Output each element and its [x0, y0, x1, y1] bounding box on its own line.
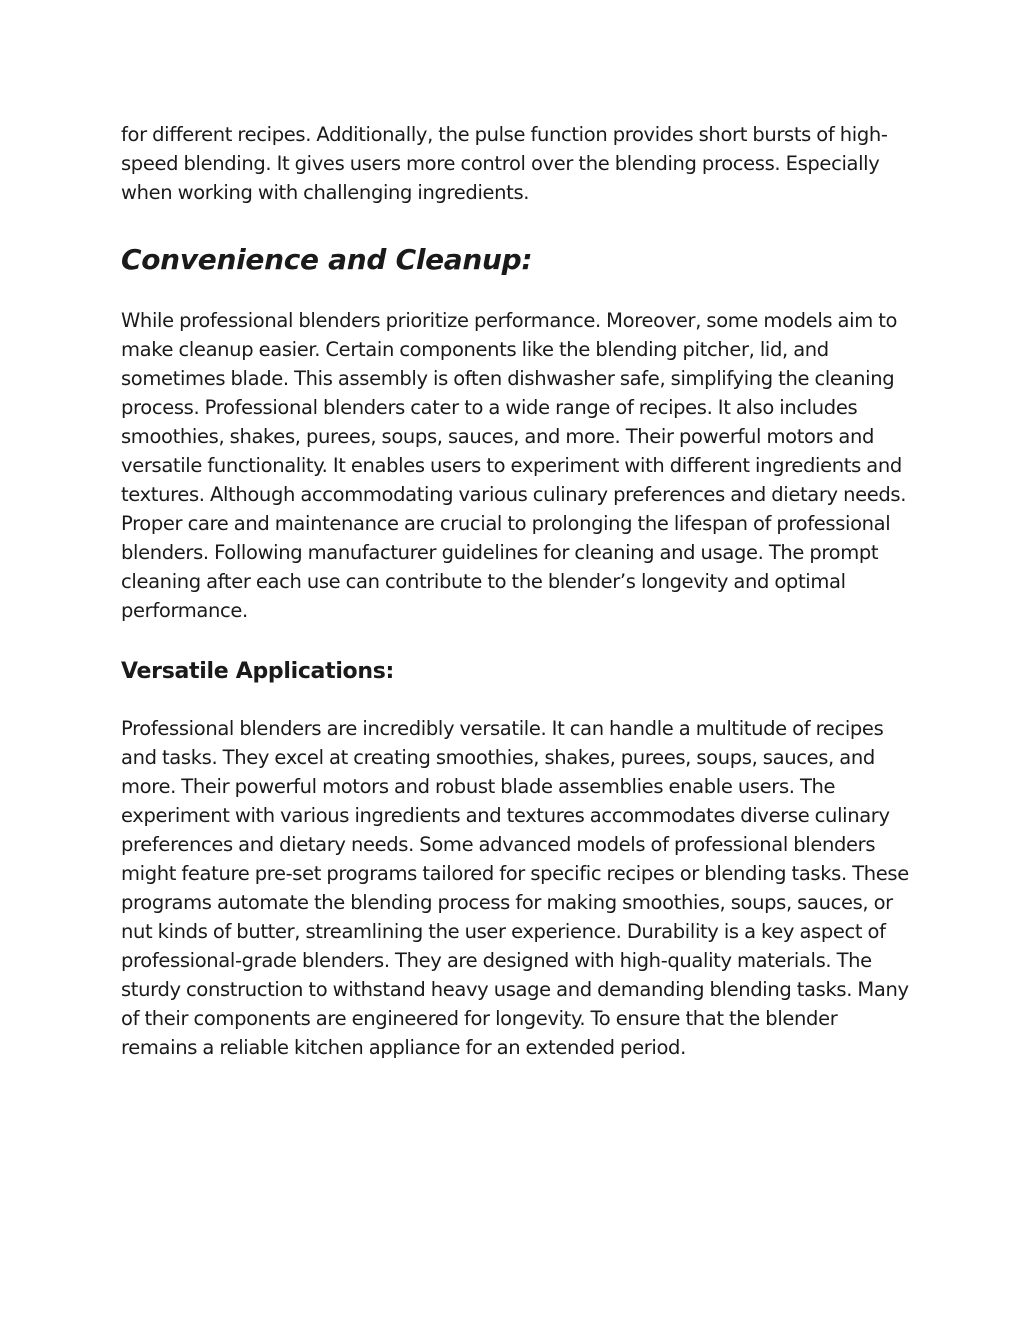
versatile-heading: Versatile Applications:: [121, 659, 395, 684]
document-page: [121, 120, 911, 1062]
intro-paragraph: for different recipes. Additionally, the pulse function provides short bursts of high-speed blending. It gives users more control over the blending process. Especially when working with challenging ingredients.: [121, 123, 888, 204]
versatile-paragraph: Professional blenders are incredibly versatile. It can handle a multitude of recipes and tasks. They excel at creating smoothies, shakes, purees, soups, sauces, and more. Their powerful motors and robust blade assemblies enable users. The experiment with various ingredients and textures accommodates diverse culinary preferences and dietary needs. Some advanced models of professional blenders might feature pre-set programs tailored for specific recipes or blending tasks. These programs automate the blending process for making smoothies, soups, sauces, or nut kinds of butter, streamlining the user experience. Durability is a key aspect of professional-grade blenders. They are designed with high-quality materials. The sturdy construction to withstand heavy usage and demanding blending tasks. Many of their components are engineered for longevity. To ensure that the blender remains a reliable kitchen appliance for an extended period.: [121, 717, 909, 1059]
convenience-paragraph: While professional blenders prioritize performance. Moreover, some models aim to make cleanup easier. Certain components like the blending pitcher, lid, and sometimes blade. This assembly is often dishwasher safe, simplifying the cleaning process. Professional blenders cater to a wide range of recipes. It also includes smoothies, shakes, purees, soups, sauces, and more. Their powerful motors and versatile functionality. It enables users to experiment with different ingredients and textures. Although accommodating various culinary preferences and dietary needs. Proper care and maintenance are crucial to prolonging the lifespan of professional blenders. Following manufacturer guidelines for cleaning and usage. The prompt cleaning after each use can contribute to the blender’s longevity and optimal performance.: [121, 309, 907, 622]
convenience-heading: Convenience and Cleanup:: [121, 243, 533, 276]
